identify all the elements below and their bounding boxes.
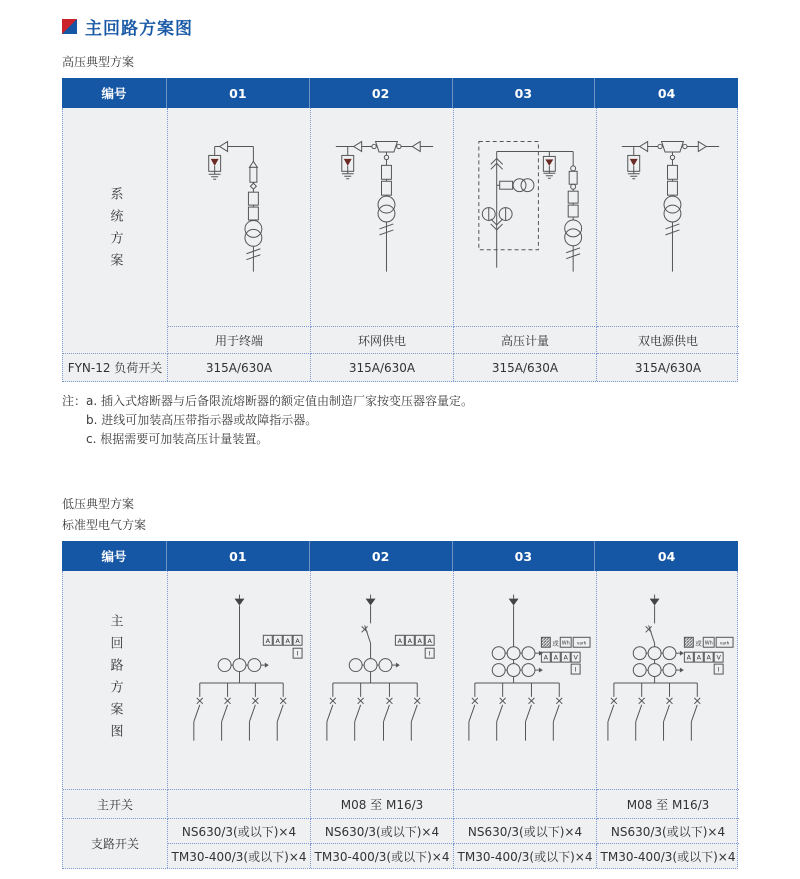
lv-header-02: 02 — [310, 541, 453, 571]
hv-usage-02: 环网供电 — [311, 327, 454, 354]
lv-diagram-cell-01 — [168, 571, 311, 790]
hv-usage-03: 高压计量 — [454, 327, 597, 354]
ammeter-label: A — [407, 636, 413, 645]
meter-label: Ⅰ — [296, 649, 299, 658]
lv-branch2-02: TM30-400/3(或以下)×4 — [311, 844, 454, 868]
section-marker-icon — [62, 19, 77, 34]
notes — [62, 392, 738, 449]
hv-table-body — [62, 108, 738, 382]
hv-table — [62, 78, 738, 382]
lv-branch1-01: NS630/3(或以下)×4 — [168, 819, 311, 844]
lv-header-01: 01 — [167, 541, 310, 571]
hv-usage-04: 双电源供电 — [597, 327, 739, 354]
lv-branch2-01: TM30-400/3(或以下)×4 — [168, 844, 311, 868]
circuit-diagram-lv-02 — [311, 571, 453, 789]
ammeter-label: A — [553, 653, 558, 662]
ammeter-label: A — [275, 636, 280, 645]
lv-main-switch-03 — [454, 790, 597, 819]
meter-label: Ⅰ — [428, 649, 431, 658]
varh-meter-label: varh — [719, 641, 730, 647]
meter-label: Ⅰ — [717, 665, 720, 674]
hv-diagram-cell-03 — [454, 108, 597, 327]
ammeter-label: A — [295, 636, 300, 645]
lv-branch2-04: TM30-400/3(或以下)×4 — [600, 849, 736, 864]
notes-list — [86, 392, 473, 449]
note-item-b: b. 进线可加装高压带指示器或故障指示器。 — [86, 413, 318, 427]
lv-main-switch-01 — [168, 790, 311, 819]
lv-branch1-03: NS630/3(或以下)×4 — [454, 819, 597, 844]
hv-header-number: 编号 — [62, 78, 167, 108]
wh-meter-label: Wh — [704, 640, 713, 647]
lv-diagram-cell-03 — [454, 571, 597, 790]
meter-label: Ⅰ — [574, 665, 577, 674]
ammeter-label: A — [427, 636, 432, 645]
hv-scheme-row-label — [63, 108, 168, 354]
hv-diagram-cell-04 — [597, 108, 739, 327]
hv-rating-01: 315A/630A — [168, 354, 311, 381]
lv-main-switch-row-label: 主开关 — [63, 790, 168, 819]
lv-section-label-1: 低压典型方案 — [62, 497, 135, 511]
hv-switch-row-label: FYN-12 负荷开关 — [63, 354, 168, 381]
lv-branch1-02: NS630/3(或以下)×4 — [311, 819, 454, 844]
ammeter-label: A — [265, 636, 271, 645]
ammeter-label: A — [397, 636, 403, 645]
ammeter-label: A — [543, 653, 549, 662]
lv-header-number: 编号 — [62, 541, 167, 571]
notes-prefix: 注： — [62, 394, 87, 408]
varh-meter-label: varh — [576, 641, 587, 647]
hv-diagram-cell-02 — [311, 108, 454, 327]
circuit-diagram-hv-01 — [168, 108, 310, 326]
page-title: 主回路方案图 — [85, 19, 193, 39]
lv-section-label-2: 标准型电气方案 — [62, 518, 147, 532]
circuit-diagram-hv-02 — [311, 108, 453, 326]
voltmeter-label: V — [573, 653, 578, 662]
circuit-diagram-lv-01 — [168, 571, 310, 789]
or-label: 或 — [695, 639, 702, 648]
lv-header-04: 04 — [657, 548, 676, 564]
hv-section-label: 高压典型方案 — [62, 55, 135, 69]
wh-meter-label: Wh — [561, 640, 570, 647]
ammeter-label: A — [706, 653, 711, 662]
circuit-diagram-hv-04 — [597, 108, 739, 326]
circuit-diagram-lv-04 — [597, 571, 739, 789]
ammeter-label: A — [686, 653, 692, 662]
hv-header-01: 01 — [167, 78, 310, 108]
lv-table-body — [62, 571, 738, 869]
lv-diagram-cell-02 — [311, 571, 454, 790]
hv-header-03: 03 — [453, 78, 596, 108]
ammeter-label: A — [563, 653, 568, 662]
lv-main-switch-02: M08 至 M16/3 — [311, 790, 454, 819]
hv-scheme-row-label-text: 系统方案 — [107, 186, 123, 275]
lv-header-03: 03 — [453, 541, 596, 571]
hv-rating-04: 315A/630A — [634, 360, 702, 375]
ammeter-label: A — [285, 636, 290, 645]
note-item-c: c. 根据需要可加装高压计量装置。 — [86, 432, 269, 446]
circuit-diagram-hv-03 — [454, 108, 596, 326]
ammeter-label: A — [696, 653, 701, 662]
hv-header-04: 04 — [657, 85, 676, 101]
hv-usage-01: 用于终端 — [168, 327, 311, 354]
lv-diagram-cell-04 — [597, 571, 739, 790]
lv-table — [62, 541, 738, 869]
lv-table-header — [62, 541, 738, 571]
hv-diagram-cell-01 — [168, 108, 311, 327]
note-item-a: a. 插入式熔断器与后备限流熔断器的额定值由制造厂家按变压器容量定。 — [86, 394, 474, 408]
lv-branch2-03: TM30-400/3(或以下)×4 — [454, 844, 597, 868]
or-label: 或 — [552, 639, 559, 648]
circuit-diagram-lv-03 — [454, 571, 596, 789]
lv-scheme-row-label — [63, 571, 168, 790]
hv-header-02: 02 — [310, 78, 453, 108]
voltmeter-label: V — [716, 653, 721, 662]
hv-rating-02: 315A/630A — [311, 354, 454, 381]
hv-rating-03: 315A/630A — [454, 354, 597, 381]
lv-main-switch-04: M08 至 M16/3 — [597, 790, 739, 819]
page-header — [62, 14, 738, 39]
lv-scheme-row-label-text: 主回路方案图 — [107, 614, 123, 746]
ammeter-label: A — [417, 636, 422, 645]
lv-branch1-04: NS630/3(或以下)×4 — [597, 819, 739, 844]
lv-branch-switch-row-label: 支路开关 — [63, 819, 168, 868]
hv-table-header — [62, 78, 738, 108]
